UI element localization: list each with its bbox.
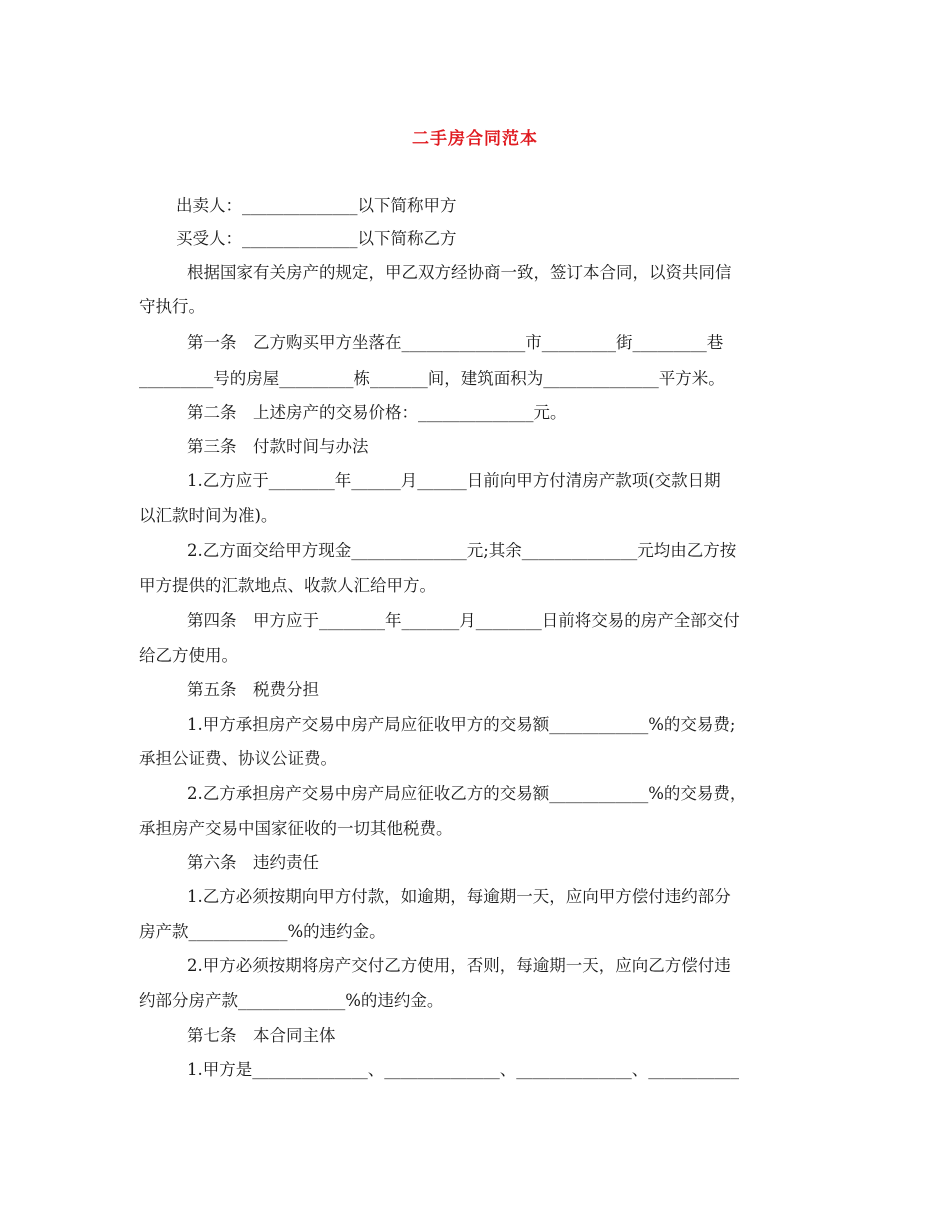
article-3-item-1-line-1: 1.乙方应于________年______月______日前向甲方付清房产款项(交款日期 <box>187 471 721 490</box>
document-title: 二手房合同范本 <box>412 129 538 149</box>
article-6-item-2-line-2: 约部分房产款_____________%的违约金。 <box>139 991 444 1010</box>
article-5-heading: 第五条 税费分担 <box>187 680 319 699</box>
article-4-line-1: 第四条 甲方应于________年_______月________日前将交易的房产全部交付 <box>187 611 740 630</box>
preamble-line-1: 根据国家有关房产的规定，甲乙双方经协商一致，签订本合同，以资共同信 <box>187 263 732 282</box>
article-5-item-2-line-2: 承担房产交易中国家征收的一切其他税费。 <box>139 819 453 838</box>
article-7-heading: 第七条 本合同主体 <box>187 1026 336 1045</box>
article-4-line-2: 给乙方使用。 <box>139 646 238 665</box>
seller-line: 出卖人：______________以下简称甲方 <box>176 196 457 215</box>
article-6-item-1-line-1: 1.乙方必须按期向甲方付款，如逾期，每逾期一天，应向甲方偿付违约部分 <box>187 887 731 906</box>
article-3-item-2-line-1: 2.乙方面交给甲方现金______________元;其余______________元均由乙方按 <box>187 541 737 560</box>
article-6-item-1-line-2: 房产款____________%的违约金。 <box>139 922 386 941</box>
article-6-item-2-line-1: 2.甲方必须按期将房产交付乙方使用，否则，每逾期一天，应向乙方偿付违 <box>187 956 731 975</box>
buyer-line: 买受人：______________以下简称乙方 <box>176 229 457 248</box>
article-1-line-2: _________号的房屋_________栋_______间，建筑面积为______________平方米。 <box>139 369 725 388</box>
article-1-line-1: 第一条 乙方购买甲方坐落在_______________市_________街_________巷 <box>187 333 724 352</box>
article-5-item-1-line-2: 承担公证费、协议公证费。 <box>139 749 337 768</box>
article-3-heading: 第三条 付款时间与办法 <box>187 437 369 456</box>
article-2-line: 第二条 上述房产的交易价格：______________元。 <box>187 403 567 422</box>
article-5-item-1-line-1: 1.甲方承担房产交易中房产局应征收甲方的交易额____________%的交易费; <box>187 715 736 734</box>
article-3-item-1-line-2: 以汇款时间为准)。 <box>139 506 278 525</box>
article-6-heading: 第六条 违约责任 <box>187 853 319 872</box>
preamble-line-2: 守执行。 <box>139 297 205 316</box>
article-3-item-2-line-2: 甲方提供的汇款地点、收款人汇给甲方。 <box>139 576 436 595</box>
article-5-item-2-line-1: 2.乙方承担房产交易中房产局应征收乙方的交易额____________%的交易费， <box>187 784 747 803</box>
article-7-item-1-line-1: 1.甲方是______________、______________、______________、___________ <box>187 1060 739 1079</box>
